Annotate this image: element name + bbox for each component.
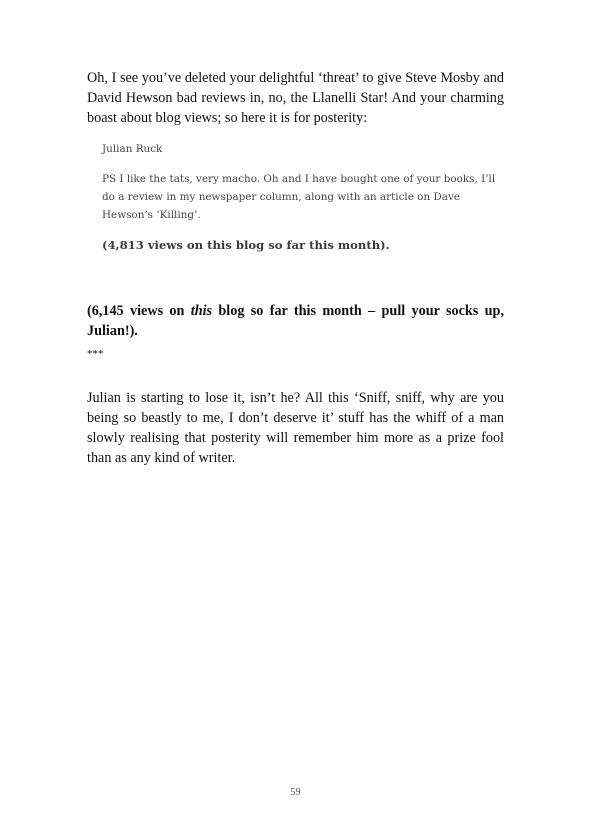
intro-paragraph: Oh, I see you’ve deleted your delightful ‘threat’ to give Steve Mosby and David Hewson bad reviews in, no, the Llanelli Star! And your charming boast about blog views; so here it is for posterity:: [87, 70, 504, 126]
quoted-blog-views: (4,813 views on this blog so far this month).: [102, 238, 390, 252]
quoted-comment-text: PS I like the tats, very macho. Oh and I have bought one of your books, I’ll do a review in my newspaper column, along with an article on Dave Hewson’s ‘Killing’.: [102, 173, 496, 221]
section-separator: ***: [87, 348, 104, 360]
quoted-comment-author: Julian Ruck: [102, 143, 163, 155]
blog-views-reply-end: blog so far this month – pull your socks up, Julian!).: [87, 303, 504, 339]
page-number: 59: [290, 787, 301, 798]
closing-paragraph: Julian is starting to lose it, isn’t he? All this ‘Sniff, sniff, why are you being so beastly to me, I don’t deserve it’ stuff has the whiff of a man slowly realising that posterity will remember him more as a prize fool than as any kind of writer.: [87, 390, 504, 466]
blog-views-reply-emphasis: this: [190, 303, 213, 319]
blog-views-reply-start: (6,145 views on: [87, 303, 191, 319]
blog-views-reply: [87, 301, 504, 341]
